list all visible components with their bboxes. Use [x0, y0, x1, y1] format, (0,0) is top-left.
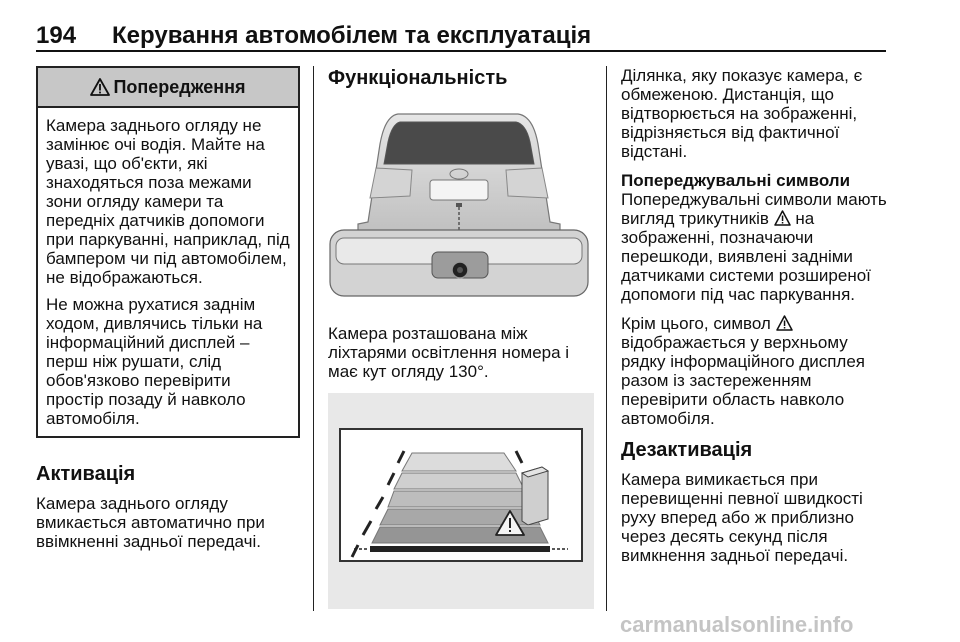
column-left [36, 66, 298, 551]
warning-header [38, 68, 298, 108]
rear-camera-location-illustration [328, 104, 590, 312]
extra-text-before: Крім цього, символ [621, 314, 776, 333]
functionality-caption: Камера розташована між ліхтарями освітлення номера і має кут огляду 130°. [328, 324, 570, 381]
camera-display-illustration [328, 393, 594, 609]
extra-text-after: відображається у верхньому рядку інформаційного дисплея разом із застереженням перевірити область навколо автомобіля. [621, 333, 866, 428]
functionality-heading: Функціональність [328, 67, 508, 89]
warning-box [36, 66, 300, 438]
activation-heading: Активація [36, 463, 136, 485]
extra-text [621, 314, 889, 428]
warning-paragraph: Камера заднього огляду не замінює очі водія. Майте на увазі, що об'єкти, які знаходяться поза межами зони огляду камери та передніх датчиків допомоги при паркуванні, наприклад, під бампером чи під автомобілем, не відображаються. [46, 116, 290, 287]
column-middle [328, 66, 598, 613]
column-divider [313, 66, 314, 611]
intro-text: Ділянка, яку показує камера, є обмеженою. Дистанція, що відтворюється на зображенні, відрізняється від фактичної відстані. [621, 66, 863, 161]
symbols-text [621, 190, 889, 304]
warning-triangle-icon [776, 315, 793, 331]
warning-triangle-icon [774, 210, 791, 226]
page-title: Керування автомобілем та експлуатація [112, 22, 592, 49]
header-rule [36, 50, 886, 52]
deactivation-heading: Дезактивація [621, 439, 753, 461]
symbols-text-before: Попереджувальні символи мають вигляд трикутників [621, 190, 887, 228]
column-right [621, 66, 889, 565]
symbols-heading: Попереджувальні символи [621, 171, 851, 190]
warning-paragraph: Не можна рухатися заднім ходом, дивлячись тільки на інформаційний дисплей – перш ніж рушати, слід обов'язково перевірити простір позаду й навколо автомобіля. [46, 295, 263, 428]
symbols-text-after: на зображенні, позначаючи перешкоди, виявлені задніми датчиками системи розширеної допомоги під час паркування. [621, 209, 871, 304]
warning-body [38, 108, 298, 436]
column-divider [606, 66, 607, 611]
deactivation-text: Камера вимикається при перевищенні певної швидкості руху вперед або ж приблизно через десять секунд після вимкнення задньої передачі. [621, 470, 863, 565]
page-header [36, 20, 886, 52]
warning-heading: Попередження [113, 76, 246, 97]
page-number: 194 [36, 22, 77, 49]
activation-text: Камера заднього огляду вмикається автоматично при ввімкненні задньої передачі. [36, 494, 265, 551]
watermark-url: carmanualsonline.info [620, 612, 854, 637]
warning-triangle-icon [90, 78, 110, 96]
